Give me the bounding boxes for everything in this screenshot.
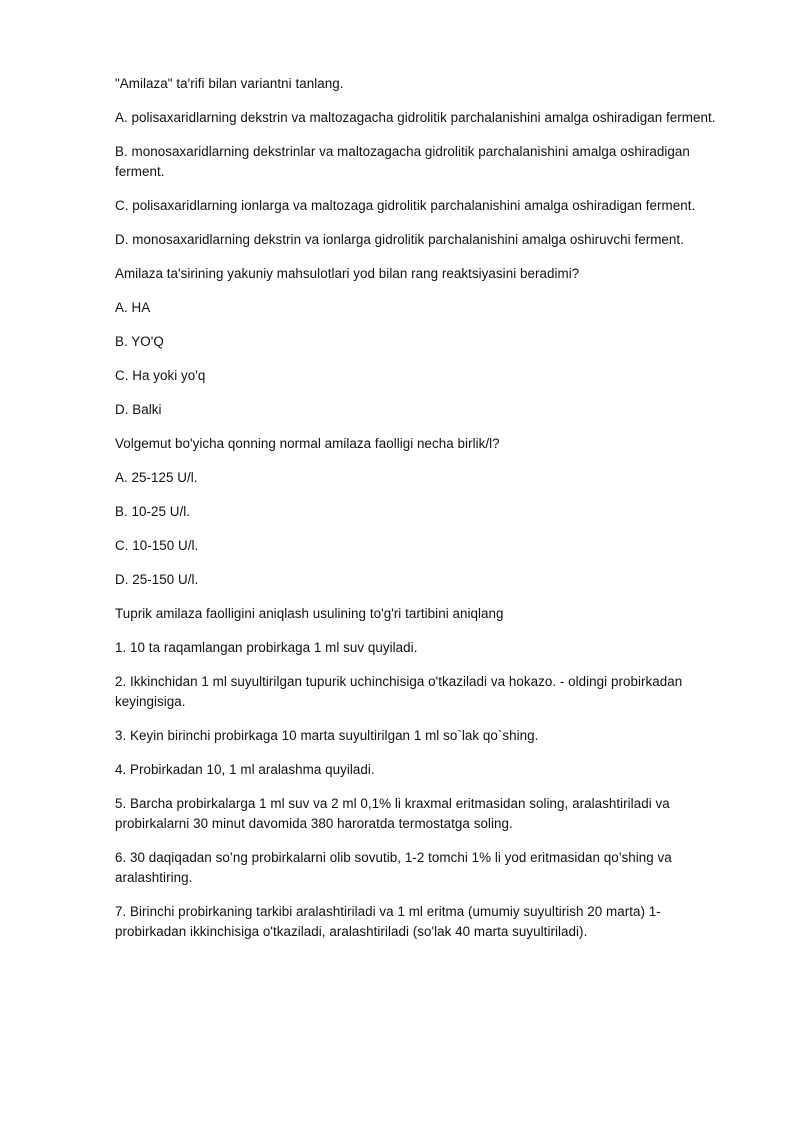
question-2-option-c: C. Ha yoki yo'q: [115, 368, 206, 383]
question-2-text: Amilaza ta'sirining yakuniy mahsulotlari yod bilan rang reaktsiyasini beradimi?: [115, 266, 580, 281]
step-1: 1. 10 ta raqamlangan probirkaga 1 ml suv quyiladi.: [115, 640, 418, 655]
step-7: 7. Birinchi probirkaning tarkibi aralashtiriladi va 1 ml eritma (umumiy suyultirish 20 marta) 1-probirkadan ikkinchisiga o'tkaziladi, aralashtiriladi (so'lak 40 marta suyultiriladi).: [115, 904, 661, 939]
question-1-text: "Amilaza" ta'rifi bilan variantni tanlang.: [115, 76, 344, 91]
question-4-text: Tuprik amilaza faolligini aniqlash usulining to'g'ri tartibini aniqlang: [115, 606, 504, 621]
step-6: 6. 30 daqiqadan so’ng probirkalarni olib sovutib, 1-2 tomchi 1% li yod eritmasidan qo’shing va aralashtiring.: [115, 850, 672, 885]
question-1-option-c: C. polisaxaridlarning ionlarga va maltozaga gidrolitik parchalanishini amalga oshiradigan ferment.: [115, 198, 696, 213]
step-3: 3. Keyin birinchi probirkaga 10 marta suyultirilgan 1 ml so`lak qo`shing.: [115, 728, 539, 743]
step-2: 2. Ikkinchidan 1 ml suyultirilgan tupurik uchinchisiga o'tkaziladi va hokazo. - oldingi probirkadan keyingisiga.: [115, 674, 683, 709]
question-1-option-d: D. monosaxaridlarning dekstrin va ionlarga gidrolitik parchalanishini amalga oshiruvchi ferment.: [115, 232, 684, 247]
document-page: [115, 74, 725, 956]
question-2-option-b: B. YO'Q: [115, 334, 164, 349]
question-2-option-d: D. Balki: [115, 402, 162, 417]
question-3-option-b: B. 10-25 U/l.: [115, 504, 191, 519]
question-3-option-a: A. 25-125 U/l.: [115, 470, 198, 485]
question-1-option-a: A. polisaxaridlarning dekstrin va maltozagacha gidrolitik parchalanishini amalga oshiradigan ferment.: [115, 110, 716, 125]
question-1-option-b: B. monosaxaridlarning dekstrinlar va maltozagacha gidrolitik parchalanishini amalga oshiradigan ferment.: [115, 144, 690, 179]
step-5: 5. Barcha probirkalarga 1 ml suv va 2 ml 0,1% li kraxmal eritmasidan soling, aralashtiriladi va probirkalarni 30 minut davomida 380 haroratda termostatga soling.: [115, 796, 670, 831]
question-3-text: Volgemut bo'yicha qonning normal amilaza faolligi necha birlik/l?: [115, 436, 500, 451]
question-3-option-c: C. 10-150 U/l.: [115, 538, 199, 553]
step-4: 4. Probirkadan 10, 1 ml aralashma quyiladi.: [115, 762, 375, 777]
question-3-option-d: D. 25-150 U/l.: [115, 572, 199, 587]
question-2-option-a: A. HA: [115, 300, 151, 315]
